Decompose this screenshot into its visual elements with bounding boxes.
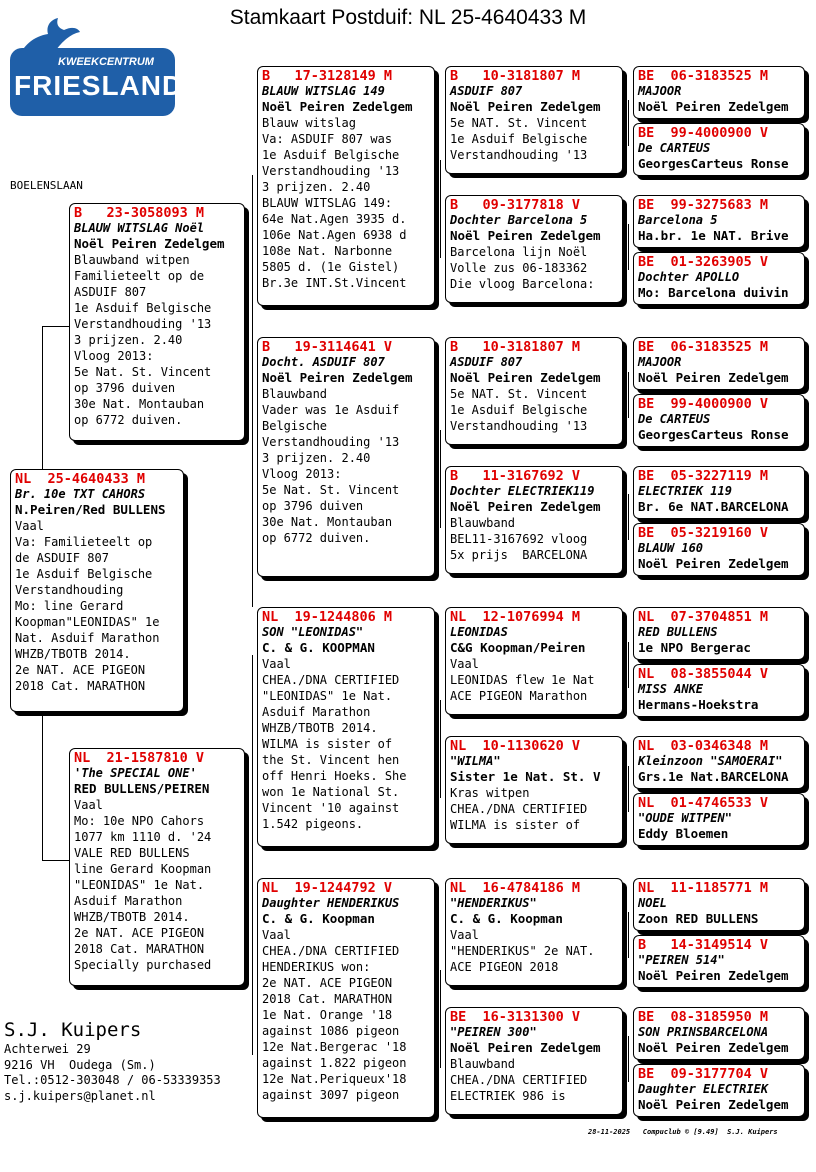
ring-number: B 10-3181807 M [450, 68, 581, 84]
breeder: Grs.1e Nat.BARCELONA [638, 769, 789, 784]
connector-line [42, 326, 71, 327]
ring-number: BE 05-3227119 M [638, 468, 769, 484]
ring-number: NL 19-1244792 V [262, 880, 393, 896]
pigeon-card-mfm[interactable] [445, 736, 623, 844]
connector-line [42, 326, 43, 469]
breeder: Noël Peiren Zedelgem [450, 99, 601, 114]
pigeon-info: Blauwband Vader was 1e Asduif Belgische Verstandhouding '13 3 prijzen. 2.40 Vloog 2013: 5e Nat. St. Vincent op 3796 duiven 30e Nat. Montauban op 6772 duiven. [262, 387, 400, 545]
owner-name: S.J. Kuipers [4, 1019, 142, 1041]
connector-line [628, 1036, 629, 1082]
breeder: C. & G. Koopman [262, 911, 375, 926]
breeder: Noël Peiren Zedelgem [638, 99, 789, 114]
pigeon-card-g3[interactable] [633, 195, 805, 248]
pigeon-card-g2[interactable] [633, 123, 805, 176]
pigeon-name: 'The SPECIAL ONE' [74, 766, 197, 780]
pigeon-info: Barcelona lijn Noël Volle zus 06-183362 Die vloog Barcelona: [450, 245, 595, 291]
breeder: Br. 6e NAT.BARCELONA [638, 499, 789, 514]
pigeon-card-fff[interactable] [445, 66, 623, 174]
connector-line [440, 160, 441, 258]
pigeon-info: 5e NAT. St. Vincent 1e Asduif Belgische Verstandhouding '13 [450, 116, 588, 162]
ring-number: NL 12-1076994 M [450, 609, 581, 625]
pigeon-card-fmm[interactable] [445, 466, 623, 574]
pigeon-card-g1[interactable] [633, 66, 805, 119]
pigeon-card-mff[interactable] [445, 607, 623, 715]
pigeon-info: Blauwband BEL11-3167692 vloog 5x prijs BARCELONA [450, 516, 588, 562]
breeder: Mo: Barcelona duivin [638, 285, 789, 300]
breeder: 1e NPO Bergerac [638, 640, 751, 655]
pigeon-card-ffm[interactable] [445, 195, 623, 303]
pigeon-name: MAJOOR [638, 355, 682, 369]
breeder: Sister 1e Nat. St. V [450, 769, 601, 784]
breeder: Noël Peiren Zedelgem [262, 99, 413, 114]
ring-number: B 09-3177818 V [450, 197, 581, 213]
ring-number: BE 99-4000900 V [638, 125, 769, 141]
pigeon-name: NOEL [638, 896, 667, 910]
ring-number: NL 08-3855044 V [638, 666, 769, 682]
pigeon-name: ASDUIF 807 [450, 84, 523, 98]
pigeon-card-mmf[interactable] [445, 878, 623, 986]
pigeon-card-g11[interactable] [633, 736, 805, 789]
owner-address2: 9216 VH Oudega (Sm.) [4, 1057, 156, 1072]
pigeon-card-g8[interactable] [633, 523, 805, 576]
breeder: C. & G. KOOPMAN [262, 640, 375, 655]
pigeon-name: Br. 10e TXT CAHORS [15, 487, 146, 501]
pigeon-name: LEONIDAS [450, 625, 508, 639]
ring-number: BE 01-3263905 V [638, 254, 769, 270]
connector-line [440, 970, 441, 1068]
pigeon-name: "PEIREN 300" [450, 1025, 537, 1039]
pigeon-name: Dochter APOLLO [638, 270, 740, 284]
ring-number: BE 99-4000900 V [638, 396, 769, 412]
pigeon-card-fm[interactable] [257, 337, 435, 577]
breeder: C&G Koopman/Peiren [450, 640, 586, 655]
pigeon-name: De CARTEUS [638, 141, 711, 155]
connector-line [628, 766, 629, 812]
connector-line [628, 642, 629, 688]
connector-line [440, 430, 441, 528]
pigeon-name: Docht. ASDUIF 807 [262, 355, 385, 369]
ring-number: NL 21-1587810 V [74, 750, 205, 766]
breeder: Noël Peiren Zedelgem [450, 228, 601, 243]
connector-line [440, 700, 441, 798]
loft-label: BOELENSLAAN [10, 179, 83, 192]
pigeon-name: Dochter Barcelona 5 [450, 213, 588, 227]
pigeon-info: Vaal CHEA./DNA CERTIFIED HENDERIKUS won: 2e NAT. ACE PIGEON 2018 Cat. MARATHON 1e Nat. Orange '18 against 1086 pigeon 12e Nat.Bergerac '18 against 1.822 pigeon 12e Nat.Periqueux'18 against 3097 pigeon [262, 928, 407, 1102]
ring-number: NL 03-0346348 M [638, 738, 769, 754]
pigeon-name: Barcelona 5 [638, 213, 718, 227]
breeder: Noël Peiren Zedelgem [450, 499, 601, 514]
pigeon-name: "OUDE WITPEN" [638, 811, 732, 825]
logo-line2: FRIESLAND [14, 70, 184, 101]
ring-number: NL 16-4784186 M [450, 880, 581, 896]
pigeon-name: MAJOOR [638, 84, 682, 98]
ring-number: BE 99-3275683 M [638, 197, 769, 213]
breeder: Noël Peiren Zedelgem [638, 968, 789, 983]
pigeon-name: RED BULLENS [638, 625, 718, 639]
pigeon-name: Dochter ELECTRIEK119 [450, 484, 595, 498]
ring-number: NL 10-1130620 V [450, 738, 581, 754]
ring-number: BE 06-3183525 M [638, 68, 769, 84]
connector-line [42, 712, 43, 860]
ring-number: B 10-3181807 M [450, 339, 581, 355]
pigeon-info: Vaal Mo: 10e NPO Cahors 1077 km 1110 d. '24 VALE RED BULLENS line Gerard Koopman "LEONIDAS" 1e Nat. Asduif Marathon WHZB/TBOTB 2014. 2e NAT. ACE PIGEON 2018 Cat. MARATHON Specially purchased [74, 798, 212, 972]
pigeon-name: "HENDERIKUS" [450, 896, 537, 910]
pigeon-info: Vaal CHEA./DNA CERTIFIED "LEONIDAS" 1e Nat. Asduif Marathon WHZB/TBOTB 2014. WILMA is sister of the St. Vincent hen off Henri Hoeks. She won 1e National St. Vincent '10 against 1.542 pigeons. [262, 657, 407, 831]
pigeon-name: BLAUW WITSLAG 149 [262, 84, 385, 98]
breeder: Noël Peiren Zedelgem [262, 370, 413, 385]
connector-line [252, 655, 253, 1055]
pigeon-name: De CARTEUS [638, 412, 711, 426]
ring-number: NL 19-1244806 M [262, 609, 393, 625]
breeder: Noël Peiren Zedelgem [638, 370, 789, 385]
breeder: Noël Peiren Zedelgem [74, 236, 225, 251]
ring-number: B 11-3167692 V [450, 468, 581, 484]
connector-line [628, 100, 629, 146]
pigeon-name: BLAUW WITSLAG Noël [74, 221, 205, 235]
ring-number: NL 07-3704851 M [638, 609, 769, 625]
pigeon-info: Blauw witslag Va: ASDUIF 807 was 1e Asduif Belgische Verstandhouding '13 3 prijzen. 2.40 BLAUW WITSLAG 149: 64e Nat.Agen 3935 d. 106e Nat.Agen 6938 d 108e Nat. Narbonne 5805 d. (1e Gistel) Br.3e INT.St.Vincent [262, 116, 407, 290]
pigeon-name: SON PRINSBARCELONA [638, 1025, 769, 1039]
pigeon-info: 5e NAT. St. Vincent 1e Asduif Belgische Verstandhouding '13 [450, 387, 588, 433]
owner-address1: Achterwei 29 [4, 1042, 91, 1056]
pigeon-card-mmm[interactable] [445, 1007, 623, 1115]
pigeon-card-g9[interactable] [633, 607, 805, 660]
breeder: Noël Peiren Zedelgem [638, 1040, 789, 1055]
breeder: GeorgesCarteus Ronse [638, 156, 789, 171]
breeder: Eddy Bloemen [638, 826, 729, 841]
breeder: Noël Peiren Zedelgem [450, 1040, 601, 1055]
breeder: GeorgesCarteus Ronse [638, 427, 789, 442]
pigeon-name: "WILMA" [450, 754, 501, 768]
pigeon-card-mm[interactable] [257, 878, 435, 1118]
pigeon-card-fmf[interactable] [445, 337, 623, 445]
pigeon-card-g4[interactable] [633, 252, 805, 305]
pigeon-card-mother[interactable] [69, 748, 245, 986]
logo [10, 16, 184, 102]
footer-credit: 28-11-2025 Compuclub © [9.49] S.J. Kuipers [588, 1128, 778, 1136]
ring-number: B 14-3149514 V [638, 937, 769, 953]
ring-number: B 17-3128149 M [262, 68, 393, 84]
pigeon-card-g6[interactable] [633, 394, 805, 447]
breeder: Noël Peiren Zedelgem [638, 1097, 789, 1112]
pigeon-info: Vaal Va: Familieteelt op de ASDUIF 807 1e Asduif Belgische Verstandhouding Mo: line Gerard Koopman"LEONIDAS" 1e Nat. Asduif Marathon WHZB/TBOTB 2014. 2e NAT. ACE PIGEON 2018 Cat. MARATHON [15, 519, 160, 693]
connector-line [42, 860, 71, 861]
pigeon-card-g5[interactable] [633, 337, 805, 390]
ring-number: NL 11-1185771 M [638, 880, 769, 896]
pigeon-card-g14[interactable] [633, 935, 805, 988]
pigeon-info: Blauwband witpen Familieteelt op de ASDUIF 807 1e Asduif Belgische Verstandhouding '13 3 prijzen. 2.40 Vloog 2013: 5e Nat. St. Vincent op 3796 duiven 30e Nat. Montauban op 6772 duiven. [74, 253, 212, 427]
pigeon-card-g13[interactable] [633, 878, 805, 931]
pigeon-name: "PEIREN 514" [638, 953, 725, 967]
pigeon-name: SON "LEONIDAS" [262, 625, 364, 639]
ring-number: NL 25-4640433 M [15, 471, 146, 487]
logo-line1: KWEEKCENTRUM [58, 56, 154, 68]
pigeon-name: Daughter HENDERIKUS [262, 896, 400, 910]
pigeon-card-subject[interactable] [10, 469, 184, 712]
pigeon-card-ff[interactable] [257, 66, 435, 306]
ring-number: BE 08-3185950 M [638, 1009, 769, 1025]
pigeon-card-g15[interactable] [633, 1007, 805, 1060]
ring-number: BE 09-3177704 V [638, 1066, 769, 1082]
connector-line [628, 912, 629, 958]
connector-line [628, 224, 629, 270]
ring-number: BE 05-3219160 V [638, 525, 769, 541]
page-title: Stamkaart Postduif: NL 25-4640433 M [229, 6, 587, 29]
pigeon-name: Kleinzoon "SAMOERAI" [638, 754, 783, 768]
owner-phone: Tel.:0512-303048 / 06-53339353 [4, 1073, 221, 1087]
pigeon-name: MISS ANKE [638, 682, 704, 696]
connector-line [628, 494, 629, 540]
connector-line [252, 175, 253, 607]
pigeon-name: ASDUIF 807 [450, 355, 523, 369]
breeder: N.Peiren/Red BULLENS [15, 502, 166, 517]
pigeon-info: Kras witpen CHEA./DNA CERTIFIED WILMA is sister of [450, 786, 588, 832]
owner-email: s.j.kuipers@planet.nl [4, 1088, 156, 1103]
pigeon-info: Vaal "HENDERIKUS" 2e NAT. ACE PIGEON 2018 [450, 928, 595, 974]
connector-line [628, 372, 629, 418]
breeder: Noël Peiren Zedelgem [450, 370, 601, 385]
pigeon-card-g16[interactable] [633, 1064, 805, 1117]
pigeon-name: Daughter ELECTRIEK [638, 1082, 769, 1096]
breeder: Ha.br. 1e NAT. Brive [638, 228, 789, 243]
owner-block [4, 1018, 221, 1104]
pigeon-info: Vaal LEONIDAS flew 1e Nat ACE PIGEON Marathon [450, 657, 595, 703]
ring-number: BE 06-3183525 M [638, 339, 769, 355]
ring-number: B 19-3114641 V [262, 339, 393, 355]
breeder: Zoon RED BULLENS [638, 911, 759, 926]
breeder: Noël Peiren Zedelgem [638, 556, 789, 571]
pigeon-info: Blauwband CHEA./DNA CERTIFIED ELECTRIEK 986 is [450, 1057, 588, 1103]
pigeon-name: ELECTRIEK 119 [638, 484, 732, 498]
pigeon-card-father[interactable] [69, 203, 245, 441]
pigeon-card-g7[interactable] [633, 466, 805, 519]
pigeon-name: BLAUW 160 [638, 541, 704, 555]
ring-number: BE 16-3131300 V [450, 1009, 581, 1025]
breeder: C. & G. Koopman [450, 911, 563, 926]
pigeon-card-g10[interactable] [633, 664, 805, 717]
breeder: Hermans-Hoekstra [638, 697, 759, 712]
breeder: RED BULLENS/PEIREN [74, 781, 210, 796]
pigeon-card-mf[interactable] [257, 607, 435, 847]
ring-number: NL 01-4746533 V [638, 795, 769, 811]
ring-number: B 23-3058093 M [74, 205, 205, 221]
pigeon-card-g12[interactable] [633, 793, 805, 846]
